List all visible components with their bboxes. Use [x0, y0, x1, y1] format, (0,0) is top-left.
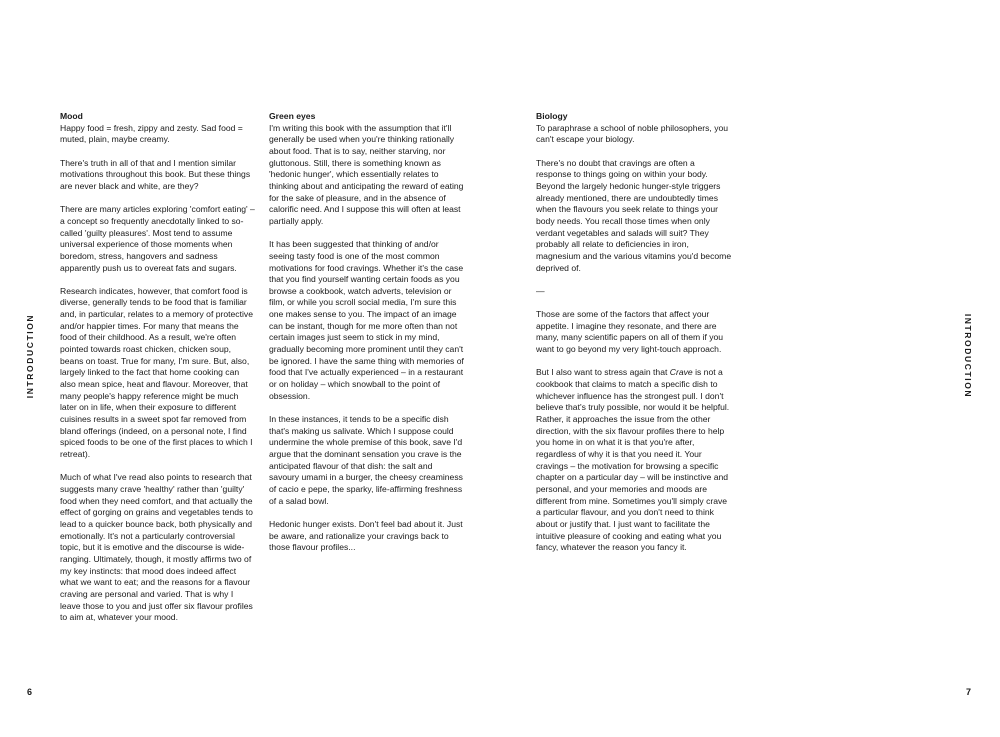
- paragraph: Hedonic hunger exists. Don't feel bad about it. Just be aware, and rationalize your cravings back to those flavour profiles...: [269, 518, 463, 553]
- side-label-left: INTRODUCTION: [25, 313, 35, 399]
- column-biology: [536, 111, 732, 566]
- heading-biology: Biology: [536, 111, 568, 121]
- paragraph: It has been suggested that thinking of and/or seeing tasty food is one of the most common motivations for food cravings. Whether it's the case that you find yourself wanting certain foods as you browse a cookbook, watch adverts, television or film, or while you scroll social media, I'm sure this one makes sense to you. The impact of an image can be instant, though for me more often than not certain images just seem to stick in my mind, gradually becoming more prominent until they can't be ignored. I have the same thing with memories of food that I've actually experienced – in a restaurant or on holiday – which snowball to the point of obsession.: [269, 239, 464, 401]
- paragraph: In these instances, it tends to be a specific dish that's making us salivate. Which I suppose could undermine the whole premise of this book, save I'd argue that the dominant sensation you crave is the anticipated flavour of that dish: the salt and savoury umami in a burger, the cheesy creaminess of cacio e pepe, the sparky, life-affirming freshness of a salad bowl.: [269, 414, 463, 506]
- side-label-right: INTRODUCTION: [963, 313, 973, 399]
- column-green-eyes: [269, 111, 464, 566]
- text-run: But I also want to stress again that: [536, 367, 670, 378]
- paragraph: There's truth in all of that and I mention similar motivations throughout this book. But these things are never black and white, are they?: [60, 157, 251, 191]
- paragraph: [536, 367, 732, 554]
- page-number-right: 7: [966, 687, 972, 697]
- text-run: is not a cookbook that claims to match a specific dish to whichever influence has the strongest pull. I don't believe that's truly possible, nor would it be helpful. Rather, it approaches the issue from the other direction, with the six flavour profiles there to help you home in on what it is that you're after, regardless of why it is that you need it. Your cravings – the motivation for browsing a specific chapter on a particular day – will be instinctive and personal, and your memories and moods are different from mine. Sometimes you'll simply crave a particular flavour, and you don't need to think about or justify that. I just want to facilitate the intuitive pleasure of cooking and eating what you fancy, whatever the reason you fancy it.: [536, 367, 730, 553]
- paragraph: There are many articles exploring 'comfort eating' – a concept so frequently anecdotally linked to so-called 'guilty pleasures'. Most tend to assume universal experience of those moments when boredom, stress, hangovers and sadness apparently push us to overeat fats and sugars.: [60, 204, 255, 273]
- heading-green-eyes: Green eyes: [269, 111, 316, 121]
- book-title-italic: Crave: [669, 367, 693, 378]
- page-number-left: 6: [27, 687, 33, 697]
- paragraph: Those are some of the factors that affect your appetite. I imagine they resonate, and there are many, many scientific papers on all of them if you want to go beyond my very light-touch approach.: [536, 309, 724, 355]
- heading-mood: Mood: [60, 111, 83, 121]
- paragraph: There's no doubt that cravings are often a response to things going on within your body. Beyond the largely hedonic hunger-style triggers already mentioned, there are undoubtedly times when the flavours you seek relate to things your body needs. You recall those times when only verdant vegetables and salads will suit? They probably all relate to deficiencies in iron, magnesium and the various vitamins you'd become deprived of.: [536, 157, 732, 273]
- paragraph: Research indicates, however, that comfort food is diverse, generally tends to be food that is familiar and, in particular, relates to a memory of protective and/or happier times. For many that means the food of their childhood. As a result, we're often pointed towards roast chicken, chicken soup, beans on toast. True for many, I'm sure. But, also, largely linked to the fact that home cooking can also mean spice, heat and flavour. Moreover, that many people's happy reference might be much later on in life, when their exposure to different cuisines results in a sweet spot far removed from bland offerings (indeed, on a personal note, I find spiced foods to be one of the first places to which I retreat).: [60, 285, 253, 459]
- paragraph: To paraphrase a school of noble philosophers, you can't escape your biology.: [536, 122, 729, 145]
- paragraph: Much of what I've read also points to research that suggests many crave 'healthy' rather than 'guilty' food when they need comfort, and that actually the effect of gorging on grains and vegetables tends to lead to a quicker bounce back, both physically and emotionally. It's not a particularly controversial topic, but it is emotive and the discourse is wide-ranging. Ultimately, though, it mostly affirms two of my key instincts: that mood does indeed affect what we want to eat; and the reasons for a flavour craving are personal and varied. That is why I leave those to you and just offer six flavour profiles to aim at, whatever your mood.: [60, 472, 253, 623]
- section-divider: —: [536, 285, 545, 296]
- column-mood: [60, 111, 255, 635]
- paragraph: I'm writing this book with the assumption that it'll generally be used when you're thinking rationally about food. That is to say, neither starving, nor gluttonous. Still, there is something known as 'hedonic hunger', which essentially relates to thinking about and anticipating the reward of eating for the sake of pleasure, and in the absence of calorific need. And I suppose this will often at least partially apply.: [269, 122, 464, 226]
- paragraph: Happy food = fresh, zippy and zesty. Sad food = muted, plain, maybe creamy.: [60, 122, 243, 145]
